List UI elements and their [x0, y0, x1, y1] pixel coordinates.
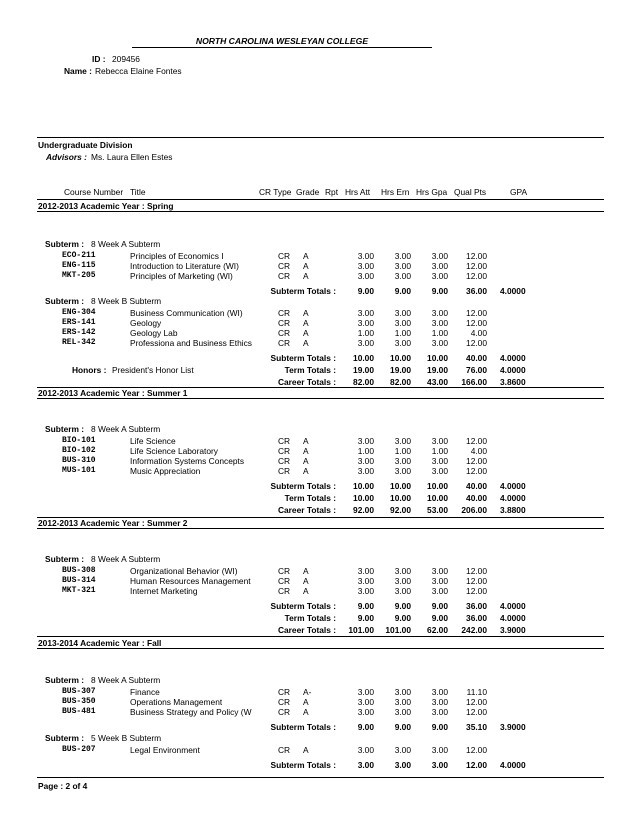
- course-hrs-att: 3.00: [357, 576, 374, 587]
- subterm-name: 8 Week A Subterm: [91, 675, 161, 685]
- course-number: MKT-205: [62, 271, 96, 281]
- term-title: 2013-2014 Academic Year : Fall: [38, 638, 162, 648]
- course-title: Legal Environment: [130, 745, 200, 755]
- course-number: REL-342: [62, 338, 96, 348]
- course-hrs-att: 3.00: [357, 261, 374, 272]
- totals-att: 82.00: [353, 377, 374, 388]
- totals-ern: 9.00: [394, 601, 411, 612]
- student-id-label: ID :: [92, 54, 106, 64]
- totals-qual-pts: 40.00: [466, 481, 487, 492]
- course-number: BUS-350: [62, 697, 96, 707]
- course-grade: A: [303, 697, 309, 708]
- totals-label-term: Term Totals :: [284, 493, 336, 504]
- totals-gpa: 3.9000: [500, 625, 526, 636]
- totals-ern: 9.00: [394, 722, 411, 733]
- subterm-label: Subterm :: [45, 239, 85, 249]
- totals-gpa-hrs: 62.00: [427, 625, 448, 636]
- totals-gpa: 4.0000: [500, 286, 526, 297]
- totals-att: 9.00: [357, 601, 374, 612]
- course-grade: A: [303, 466, 309, 477]
- course-hrs-att: 1.00: [357, 446, 374, 457]
- totals-gpa-hrs: 9.00: [431, 601, 448, 612]
- subterm-label: Subterm :: [45, 554, 85, 564]
- term-title: 2012-2013 Academic Year : Spring: [38, 201, 174, 211]
- course-qual-pts: 12.00: [466, 436, 487, 446]
- course-hrs-ern: 3.00: [394, 697, 411, 708]
- course-hrs-gpa: 3.00: [431, 436, 448, 446]
- course-cr-type: CR: [278, 436, 291, 446]
- totals-gpa: 3.9000: [500, 722, 526, 733]
- col-hrs-att: Hrs Att: [345, 187, 371, 197]
- course-hrs-ern: 3.00: [394, 436, 411, 446]
- subterm-name: 8 Week A Subterm: [91, 239, 161, 249]
- totals-gpa: 4.0000: [500, 353, 526, 364]
- totals-label-subterm: Subterm Totals :: [270, 601, 336, 612]
- course-hrs-gpa: 3.00: [431, 261, 448, 272]
- course-grade: A: [303, 308, 309, 318]
- course-title: Life Science: [130, 436, 176, 446]
- course-hrs-gpa: 3.00: [431, 308, 448, 318]
- course-hrs-ern: 3.00: [394, 456, 411, 467]
- subterm-label: Subterm :: [45, 733, 85, 743]
- course-hrs-gpa: 3.00: [431, 576, 448, 587]
- course-qual-pts: 12.00: [466, 338, 487, 349]
- course-cr-type: CR: [278, 745, 291, 755]
- totals-ern: 9.00: [394, 286, 411, 297]
- totals-gpa-hrs: 19.00: [427, 365, 448, 376]
- col-hrs-ern: Hrs Ern: [381, 187, 410, 197]
- totals-att: 10.00: [353, 493, 374, 504]
- totals-gpa: 4.0000: [500, 365, 526, 376]
- totals-gpa-hrs: 3.00: [431, 760, 448, 771]
- course-hrs-ern: 3.00: [394, 466, 411, 477]
- totals-label-subterm: Subterm Totals :: [270, 722, 336, 733]
- course-number: MUS-101: [62, 466, 96, 476]
- totals-gpa: 4.0000: [500, 760, 526, 771]
- totals-att: 10.00: [353, 353, 374, 364]
- course-cr-type: CR: [278, 586, 291, 597]
- term-title: 2012-2013 Academic Year : Summer 1: [38, 388, 188, 398]
- course-number: BIO-101: [62, 436, 96, 445]
- course-grade: A: [303, 328, 309, 339]
- course-number: BUS-207: [62, 745, 96, 754]
- totals-att: 9.00: [357, 613, 374, 624]
- course-qual-pts: 11.10: [466, 687, 487, 697]
- course-qual-pts: 12.00: [466, 271, 487, 282]
- totals-ern: 10.00: [390, 481, 411, 492]
- footer-rule: [37, 777, 604, 778]
- course-qual-pts: 12.00: [466, 456, 487, 467]
- course-qual-pts: 4.00: [470, 446, 487, 457]
- course-hrs-att: 3.00: [357, 436, 374, 446]
- totals-att: 10.00: [353, 481, 374, 492]
- course-hrs-gpa: 3.00: [431, 687, 448, 697]
- course-title: Operations Management: [130, 697, 223, 708]
- totals-qual-pts: 40.00: [466, 493, 487, 504]
- totals-gpa: 4.0000: [500, 493, 526, 504]
- totals-qual-pts: 36.00: [466, 601, 487, 612]
- totals-ern: 82.00: [390, 377, 411, 388]
- course-grade: A: [303, 251, 309, 261]
- totals-gpa-hrs: 9.00: [431, 722, 448, 733]
- totals-qual-pts: 242.00: [461, 625, 487, 636]
- subterm-name: 8 Week A Subterm: [91, 424, 161, 434]
- course-number: BUS-310: [62, 456, 96, 466]
- advisor-name: Ms. Laura Ellen Estes: [91, 152, 173, 162]
- totals-label-career: Career Totals :: [277, 505, 336, 516]
- course-number: BUS-307: [62, 687, 96, 696]
- totals-label-subterm: Subterm Totals :: [270, 286, 336, 297]
- course-grade: A: [303, 566, 309, 576]
- course-grade: A: [303, 318, 309, 329]
- course-hrs-gpa: 3.00: [431, 466, 448, 477]
- course-grade: A: [303, 436, 309, 446]
- subterm-name: 8 Week A Subterm: [91, 554, 161, 564]
- course-grade: A: [303, 456, 309, 467]
- totals-label-term: Term Totals :: [284, 613, 336, 624]
- course-number: BUS-308: [62, 566, 96, 575]
- course-title: Geology: [130, 318, 162, 329]
- totals-ern: 10.00: [390, 493, 411, 504]
- advisors-label: Advisors :: [46, 152, 87, 162]
- course-cr-type: CR: [278, 308, 291, 318]
- totals-att: 101.00: [348, 625, 374, 636]
- totals-gpa-hrs: 53.00: [427, 505, 448, 516]
- totals-label-career: Career Totals :: [277, 377, 336, 388]
- course-hrs-gpa: 1.00: [431, 446, 448, 457]
- course-hrs-att: 3.00: [357, 745, 374, 755]
- course-cr-type: CR: [278, 328, 291, 339]
- course-hrs-att: 3.00: [357, 318, 374, 329]
- course-qual-pts: 12.00: [466, 697, 487, 708]
- course-qual-pts: 12.00: [466, 466, 487, 477]
- course-hrs-att: 1.00: [357, 328, 374, 339]
- course-hrs-ern: 1.00: [394, 446, 411, 457]
- totals-label-term: Term Totals :: [284, 365, 336, 376]
- col-qual-pts: Qual Pts: [454, 187, 487, 197]
- course-cr-type: CR: [278, 251, 291, 261]
- course-title: Professiona and Business Ethics: [130, 338, 252, 349]
- course-hrs-ern: 3.00: [394, 271, 411, 282]
- course-cr-type: CR: [278, 261, 291, 272]
- course-qual-pts: 12.00: [466, 576, 487, 587]
- course-cr-type: CR: [278, 271, 291, 282]
- course-qual-pts: 12.00: [466, 261, 487, 272]
- course-hrs-att: 3.00: [357, 308, 374, 318]
- student-id: 209456: [112, 54, 140, 64]
- course-hrs-gpa: 3.00: [431, 318, 448, 329]
- totals-ern: 92.00: [390, 505, 411, 516]
- college-title: NORTH CAROLINA WESLEYAN COLLEGE: [195, 36, 369, 46]
- term-rule-bottom: [37, 648, 604, 649]
- course-title: Introduction to Literature (WI): [130, 261, 239, 272]
- course-grade: A-: [303, 687, 312, 697]
- subterm-label: Subterm :: [45, 675, 85, 685]
- course-title: Human Resources Management: [130, 576, 251, 587]
- course-qual-pts: 12.00: [466, 707, 487, 718]
- totals-att: 19.00: [353, 365, 374, 376]
- course-number: ENG-115: [62, 261, 96, 271]
- course-hrs-att: 3.00: [357, 707, 374, 718]
- totals-gpa-hrs: 10.00: [427, 353, 448, 364]
- totals-qual-pts: 36.00: [466, 613, 487, 624]
- course-qual-pts: 12.00: [466, 251, 487, 261]
- totals-ern: 10.00: [390, 353, 411, 364]
- term-rule: [37, 199, 604, 200]
- course-title: Business Communication (WI): [130, 308, 243, 318]
- course-cr-type: CR: [278, 697, 291, 708]
- course-grade: A: [303, 745, 309, 755]
- course-number: ENG-304: [62, 308, 96, 317]
- course-hrs-att: 3.00: [357, 271, 374, 282]
- course-title: Geology Lab: [130, 328, 178, 339]
- subterm-label: Subterm :: [45, 296, 85, 306]
- totals-qual-pts: 206.00: [461, 505, 487, 516]
- course-hrs-gpa: 3.00: [431, 697, 448, 708]
- totals-label-subterm: Subterm Totals :: [270, 353, 336, 364]
- honors-value: President's Honor List: [112, 365, 194, 376]
- course-cr-type: CR: [278, 576, 291, 587]
- course-title: Principles of Marketing (WI): [130, 271, 233, 282]
- course-hrs-ern: 3.00: [394, 566, 411, 576]
- totals-gpa-hrs: 9.00: [431, 286, 448, 297]
- course-grade: A: [303, 707, 309, 718]
- term-title: 2012-2013 Academic Year : Summer 2: [38, 518, 188, 528]
- course-number: BIO-102: [62, 446, 96, 456]
- course-number: ERS-142: [62, 328, 96, 338]
- course-hrs-ern: 3.00: [394, 576, 411, 587]
- totals-qual-pts: 76.00: [466, 365, 487, 376]
- totals-att: 3.00: [357, 760, 374, 771]
- course-title: Music Appreciation: [130, 466, 201, 477]
- totals-att: 92.00: [353, 505, 374, 516]
- course-title: Finance: [130, 687, 160, 697]
- totals-gpa: 3.8800: [500, 505, 526, 516]
- term-rule: [37, 636, 604, 637]
- course-number: ECO-211: [62, 251, 96, 260]
- course-qual-pts: 12.00: [466, 745, 487, 755]
- course-hrs-ern: 3.00: [394, 687, 411, 697]
- totals-gpa-hrs: 10.00: [427, 493, 448, 504]
- course-hrs-gpa: 3.00: [431, 566, 448, 576]
- course-grade: A: [303, 338, 309, 349]
- course-title: Principles of Economics I: [130, 251, 224, 261]
- term-rule-bottom: [37, 398, 604, 399]
- col-cr-type: CR Type: [259, 187, 292, 197]
- course-title: Business Strategy and Policy (W: [130, 707, 252, 718]
- course-title: Organizational Behavior (WI): [130, 566, 238, 576]
- totals-qual-pts: 40.00: [466, 353, 487, 364]
- course-qual-pts: 12.00: [466, 566, 487, 576]
- course-hrs-gpa: 3.00: [431, 271, 448, 282]
- course-qual-pts: 4.00: [470, 328, 487, 339]
- totals-qual-pts: 166.00: [461, 377, 487, 388]
- course-hrs-ern: 3.00: [394, 318, 411, 329]
- term-rule-bottom: [37, 528, 604, 529]
- course-grade: A: [303, 576, 309, 587]
- course-hrs-att: 3.00: [357, 687, 374, 697]
- course-hrs-att: 3.00: [357, 338, 374, 349]
- course-hrs-ern: 3.00: [394, 308, 411, 318]
- col-grade: Grade: [296, 187, 320, 197]
- totals-ern: 101.00: [385, 625, 411, 636]
- student-name-label: Name :: [64, 66, 92, 76]
- totals-gpa: 4.0000: [500, 601, 526, 612]
- course-hrs-ern: 3.00: [394, 707, 411, 718]
- course-hrs-gpa: 3.00: [431, 586, 448, 597]
- totals-label-subterm: Subterm Totals :: [270, 760, 336, 771]
- totals-qual-pts: 12.00: [466, 760, 487, 771]
- course-hrs-att: 3.00: [357, 251, 374, 261]
- course-number: MKT-321: [62, 586, 96, 596]
- course-hrs-ern: 3.00: [394, 338, 411, 349]
- course-grade: A: [303, 261, 309, 272]
- subterm-name: 5 Week B Subterm: [91, 733, 162, 743]
- totals-gpa: 4.0000: [500, 481, 526, 492]
- course-grade: A: [303, 586, 309, 597]
- course-number: BUS-481: [62, 707, 96, 717]
- totals-gpa-hrs: 9.00: [431, 613, 448, 624]
- course-cr-type: CR: [278, 707, 291, 718]
- course-hrs-gpa: 3.00: [431, 251, 448, 261]
- course-title: Information Systems Concepts: [130, 456, 245, 467]
- course-hrs-ern: 3.00: [394, 251, 411, 261]
- course-grade: A: [303, 271, 309, 282]
- totals-att: 9.00: [357, 286, 374, 297]
- course-cr-type: CR: [278, 466, 291, 477]
- totals-gpa: 4.0000: [500, 613, 526, 624]
- totals-gpa: 3.8600: [500, 377, 526, 388]
- course-number: ERS-141: [62, 318, 96, 328]
- totals-qual-pts: 36.00: [466, 286, 487, 297]
- totals-gpa-hrs: 10.00: [427, 481, 448, 492]
- course-hrs-gpa: 3.00: [431, 707, 448, 718]
- course-hrs-ern: 1.00: [394, 328, 411, 339]
- course-qual-pts: 12.00: [466, 318, 487, 329]
- totals-att: 9.00: [357, 722, 374, 733]
- course-hrs-ern: 3.00: [394, 745, 411, 755]
- col-hrs-gpa: Hrs Gpa: [416, 187, 448, 197]
- course-qual-pts: 12.00: [466, 308, 487, 318]
- course-cr-type: CR: [278, 687, 291, 697]
- course-hrs-att: 3.00: [357, 697, 374, 708]
- course-hrs-gpa: 1.00: [431, 328, 448, 339]
- col-course-number: Course Number: [64, 187, 124, 197]
- course-number: BUS-314: [62, 576, 96, 586]
- course-cr-type: CR: [278, 338, 291, 349]
- course-cr-type: CR: [278, 456, 291, 467]
- course-hrs-ern: 3.00: [394, 261, 411, 272]
- course-hrs-att: 3.00: [357, 566, 374, 576]
- division-title: Undergraduate Division: [38, 140, 133, 150]
- page-number: Page : 2 of 4: [38, 781, 88, 791]
- subterm-name: 8 Week B Subterm: [91, 296, 162, 306]
- course-cr-type: CR: [278, 446, 291, 457]
- course-hrs-gpa: 3.00: [431, 338, 448, 349]
- course-hrs-gpa: 3.00: [431, 745, 448, 755]
- totals-qual-pts: 35.10: [466, 722, 487, 733]
- totals-ern: 3.00: [394, 760, 411, 771]
- totals-label-career: Career Totals :: [277, 625, 336, 636]
- course-grade: A: [303, 446, 309, 457]
- course-hrs-att: 3.00: [357, 466, 374, 477]
- totals-ern: 19.00: [390, 365, 411, 376]
- col-gpa: GPA: [510, 187, 528, 197]
- course-title: Life Science Laboratory: [130, 446, 218, 457]
- subterm-label: Subterm :: [45, 424, 85, 434]
- course-hrs-ern: 3.00: [394, 586, 411, 597]
- course-hrs-att: 3.00: [357, 456, 374, 467]
- student-name: Rebecca Elaine Fontes: [95, 66, 182, 76]
- course-title: Internet Marketing: [130, 586, 198, 597]
- course-cr-type: CR: [278, 318, 291, 329]
- honors-label: Honors :: [72, 365, 107, 376]
- course-qual-pts: 12.00: [466, 586, 487, 597]
- col-rpt: Rpt: [325, 187, 339, 197]
- totals-ern: 9.00: [394, 613, 411, 624]
- col-title: Title: [130, 187, 146, 197]
- course-hrs-att: 3.00: [357, 586, 374, 597]
- term-rule-bottom: [37, 211, 604, 212]
- course-cr-type: CR: [278, 566, 291, 576]
- totals-gpa-hrs: 43.00: [427, 377, 448, 388]
- course-hrs-gpa: 3.00: [431, 456, 448, 467]
- totals-label-subterm: Subterm Totals :: [270, 481, 336, 492]
